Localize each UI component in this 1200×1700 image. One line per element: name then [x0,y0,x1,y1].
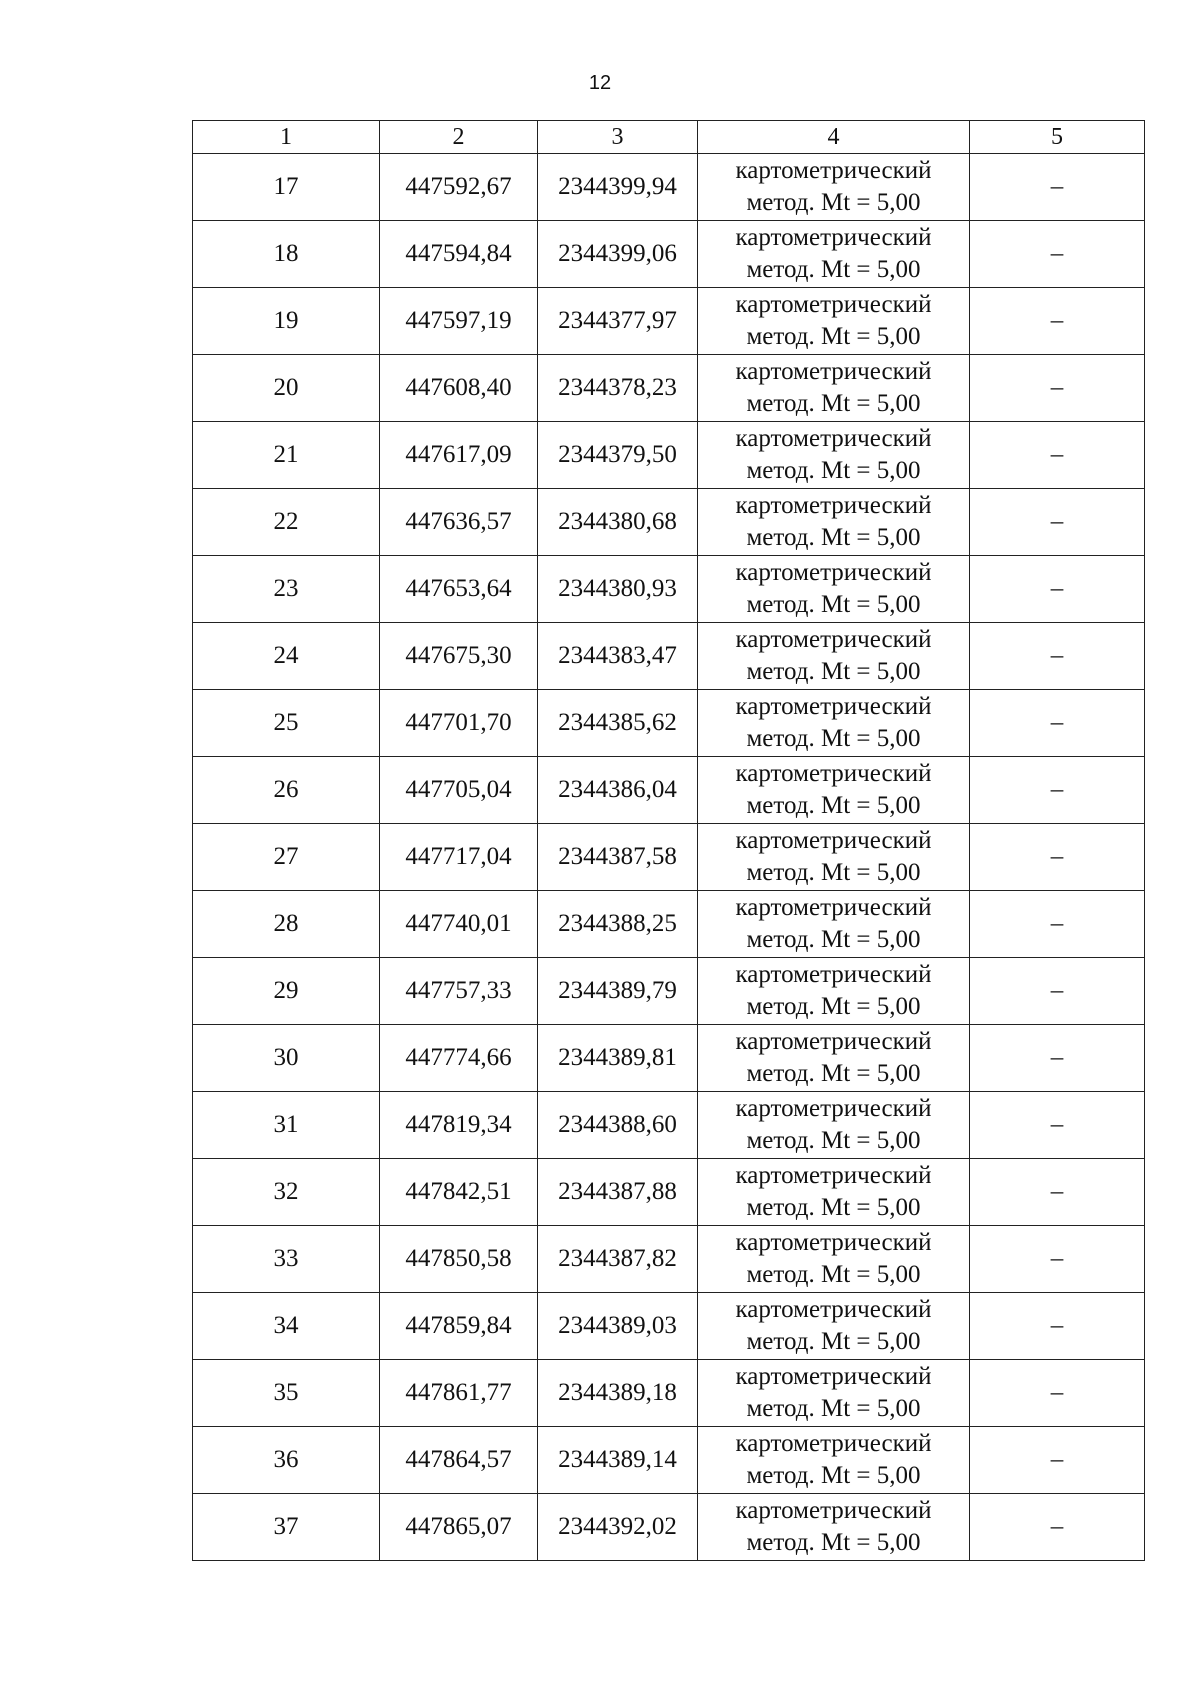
method-line-2: метод. Mt = 5,00 [746,1060,921,1087]
y-coordinate-cell: 2344388,25 [538,891,698,958]
method-line-1: картометрический [735,492,932,519]
method-line-2: метод. Mt = 5,00 [746,993,921,1020]
table-body [193,154,1145,1561]
x-coordinate-cell: 447617,09 [380,422,538,489]
y-coordinate-cell: 2344389,14 [538,1427,698,1494]
method-cell [698,288,970,355]
point-number-cell: 29 [193,958,380,1025]
method-line-2: метод. Mt = 5,00 [746,1529,921,1556]
x-coordinate-cell: 447774,66 [380,1025,538,1092]
point-number-cell: 25 [193,690,380,757]
y-coordinate-cell: 2344389,18 [538,1360,698,1427]
table-row [193,422,1145,489]
table-row [193,1293,1145,1360]
table-row [193,1092,1145,1159]
note-cell: – [970,757,1145,824]
column-header-4: 4 [698,121,970,154]
coordinates-table [192,120,1145,1561]
x-coordinate-cell: 447717,04 [380,824,538,891]
point-number-cell: 26 [193,757,380,824]
method-line-1: картометрический [735,1430,932,1457]
table-row [193,221,1145,288]
method-line-1: картометрический [735,224,932,251]
column-header-2: 2 [380,121,538,154]
y-coordinate-cell: 2344388,60 [538,1092,698,1159]
table-row [193,623,1145,690]
table-row [193,824,1145,891]
column-header-5: 5 [970,121,1145,154]
method-line-1: картометрический [735,358,932,385]
y-coordinate-cell: 2344389,79 [538,958,698,1025]
note-cell: – [970,1025,1145,1092]
x-coordinate-cell: 447636,57 [380,489,538,556]
y-coordinate-cell: 2344380,68 [538,489,698,556]
table-header [193,121,1145,154]
column-header-1: 1 [193,121,380,154]
method-line-1: картометрический [735,1028,932,1055]
y-coordinate-cell: 2344399,06 [538,221,698,288]
x-coordinate-cell: 447675,30 [380,623,538,690]
method-line-1: картометрический [735,961,932,988]
table-row [193,757,1145,824]
method-line-1: картометрический [735,894,932,921]
method-line-2: метод. Mt = 5,00 [746,323,921,350]
method-line-1: картометрический [735,157,932,184]
method-cell [698,1025,970,1092]
note-cell: – [970,623,1145,690]
note-cell: – [970,1494,1145,1561]
note-cell: – [970,422,1145,489]
method-line-2: метод. Mt = 5,00 [746,1194,921,1221]
y-coordinate-cell: 2344380,93 [538,556,698,623]
column-header-3: 3 [538,121,698,154]
method-line-1: картометрический [735,425,932,452]
y-coordinate-cell: 2344379,50 [538,422,698,489]
table-row [193,556,1145,623]
table-row [193,958,1145,1025]
point-number-cell: 21 [193,422,380,489]
method-cell [698,556,970,623]
method-line-2: метод. Mt = 5,00 [746,658,921,685]
method-line-2: метод. Mt = 5,00 [746,1462,921,1489]
method-line-2: метод. Mt = 5,00 [746,189,921,216]
point-number-cell: 20 [193,355,380,422]
note-cell: – [970,1293,1145,1360]
y-coordinate-cell: 2344389,03 [538,1293,698,1360]
method-cell [698,824,970,891]
y-coordinate-cell: 2344387,88 [538,1159,698,1226]
point-number-cell: 35 [193,1360,380,1427]
x-coordinate-cell: 447705,04 [380,757,538,824]
table-row [193,489,1145,556]
method-line-1: картометрический [735,693,932,720]
x-coordinate-cell: 447701,70 [380,690,538,757]
point-number-cell: 36 [193,1427,380,1494]
note-cell: – [970,891,1145,958]
point-number-cell: 17 [193,154,380,221]
x-coordinate-cell: 447740,01 [380,891,538,958]
point-number-cell: 33 [193,1226,380,1293]
note-cell: – [970,690,1145,757]
note-cell: – [970,221,1145,288]
note-cell: – [970,1092,1145,1159]
method-cell [698,1494,970,1561]
method-cell [698,623,970,690]
table-row [193,1427,1145,1494]
method-line-2: метод. Mt = 5,00 [746,926,921,953]
x-coordinate-cell: 447608,40 [380,355,538,422]
method-cell [698,489,970,556]
table-row [193,1494,1145,1561]
y-coordinate-cell: 2344389,81 [538,1025,698,1092]
method-line-2: метод. Mt = 5,00 [746,457,921,484]
table-row [193,1159,1145,1226]
method-line-1: картометрический [735,559,932,586]
method-cell [698,154,970,221]
method-line-2: метод. Mt = 5,00 [746,256,921,283]
method-cell [698,1159,970,1226]
point-number-cell: 22 [193,489,380,556]
point-number-cell: 19 [193,288,380,355]
note-cell: – [970,556,1145,623]
method-cell [698,1092,970,1159]
method-line-2: метод. Mt = 5,00 [746,524,921,551]
method-line-2: метод. Mt = 5,00 [746,1328,921,1355]
x-coordinate-cell: 447859,84 [380,1293,538,1360]
method-line-1: картометрический [735,1229,932,1256]
method-line-2: метод. Mt = 5,00 [746,1395,921,1422]
point-number-cell: 34 [193,1293,380,1360]
note-cell: – [970,1427,1145,1494]
point-number-cell: 28 [193,891,380,958]
method-line-2: метод. Mt = 5,00 [746,390,921,417]
table-row [193,1226,1145,1293]
method-line-1: картометрический [735,291,932,318]
note-cell: – [970,355,1145,422]
note-cell: – [970,1226,1145,1293]
method-line-1: картометрический [735,827,932,854]
y-coordinate-cell: 2344387,82 [538,1226,698,1293]
y-coordinate-cell: 2344386,04 [538,757,698,824]
method-line-1: картометрический [735,1296,932,1323]
method-line-1: картометрический [735,1095,932,1122]
y-coordinate-cell: 2344377,97 [538,288,698,355]
method-cell [698,355,970,422]
note-cell: – [970,824,1145,891]
x-coordinate-cell: 447597,19 [380,288,538,355]
method-cell [698,891,970,958]
table-row [193,1360,1145,1427]
method-cell [698,958,970,1025]
page-number: 12 [588,72,612,94]
y-coordinate-cell: 2344385,62 [538,690,698,757]
table-row [193,355,1145,422]
point-number-cell: 27 [193,824,380,891]
method-cell [698,221,970,288]
method-line-1: картометрический [735,1497,932,1524]
x-coordinate-cell: 447653,64 [380,556,538,623]
x-coordinate-cell: 447592,67 [380,154,538,221]
point-number-cell: 37 [193,1494,380,1561]
x-coordinate-cell: 447861,77 [380,1360,538,1427]
method-line-1: картометрический [735,1162,932,1189]
x-coordinate-cell: 447757,33 [380,958,538,1025]
note-cell: – [970,1360,1145,1427]
point-number-cell: 23 [193,556,380,623]
table-row [193,690,1145,757]
method-cell [698,1293,970,1360]
note-cell: – [970,1159,1145,1226]
y-coordinate-cell: 2344383,47 [538,623,698,690]
x-coordinate-cell: 447865,07 [380,1494,538,1561]
point-number-cell: 31 [193,1092,380,1159]
method-cell [698,690,970,757]
table-row [193,891,1145,958]
x-coordinate-cell: 447864,57 [380,1427,538,1494]
method-line-1: картометрический [735,760,932,787]
x-coordinate-cell: 447842,51 [380,1159,538,1226]
table-row [193,154,1145,221]
method-line-2: метод. Mt = 5,00 [746,591,921,618]
method-line-2: метод. Mt = 5,00 [746,1261,921,1288]
x-coordinate-cell: 447850,58 [380,1226,538,1293]
table-row [193,288,1145,355]
method-line-1: картометрический [735,626,932,653]
y-coordinate-cell: 2344392,02 [538,1494,698,1561]
method-line-2: метод. Mt = 5,00 [746,725,921,752]
y-coordinate-cell: 2344378,23 [538,355,698,422]
method-cell [698,1427,970,1494]
method-line-2: метод. Mt = 5,00 [746,792,921,819]
method-cell [698,1226,970,1293]
y-coordinate-cell: 2344387,58 [538,824,698,891]
point-number-cell: 32 [193,1159,380,1226]
table-row [193,1025,1145,1092]
note-cell: – [970,288,1145,355]
note-cell: – [970,154,1145,221]
method-line-2: метод. Mt = 5,00 [746,859,921,886]
point-number-cell: 24 [193,623,380,690]
y-coordinate-cell: 2344399,94 [538,154,698,221]
point-number-cell: 18 [193,221,380,288]
method-cell [698,422,970,489]
x-coordinate-cell: 447819,34 [380,1092,538,1159]
method-cell [698,757,970,824]
header-row [193,121,1145,154]
note-cell: – [970,958,1145,1025]
point-number-cell: 30 [193,1025,380,1092]
method-line-2: метод. Mt = 5,00 [746,1127,921,1154]
method-line-1: картометрический [735,1363,932,1390]
note-cell: – [970,489,1145,556]
x-coordinate-cell: 447594,84 [380,221,538,288]
method-cell [698,1360,970,1427]
